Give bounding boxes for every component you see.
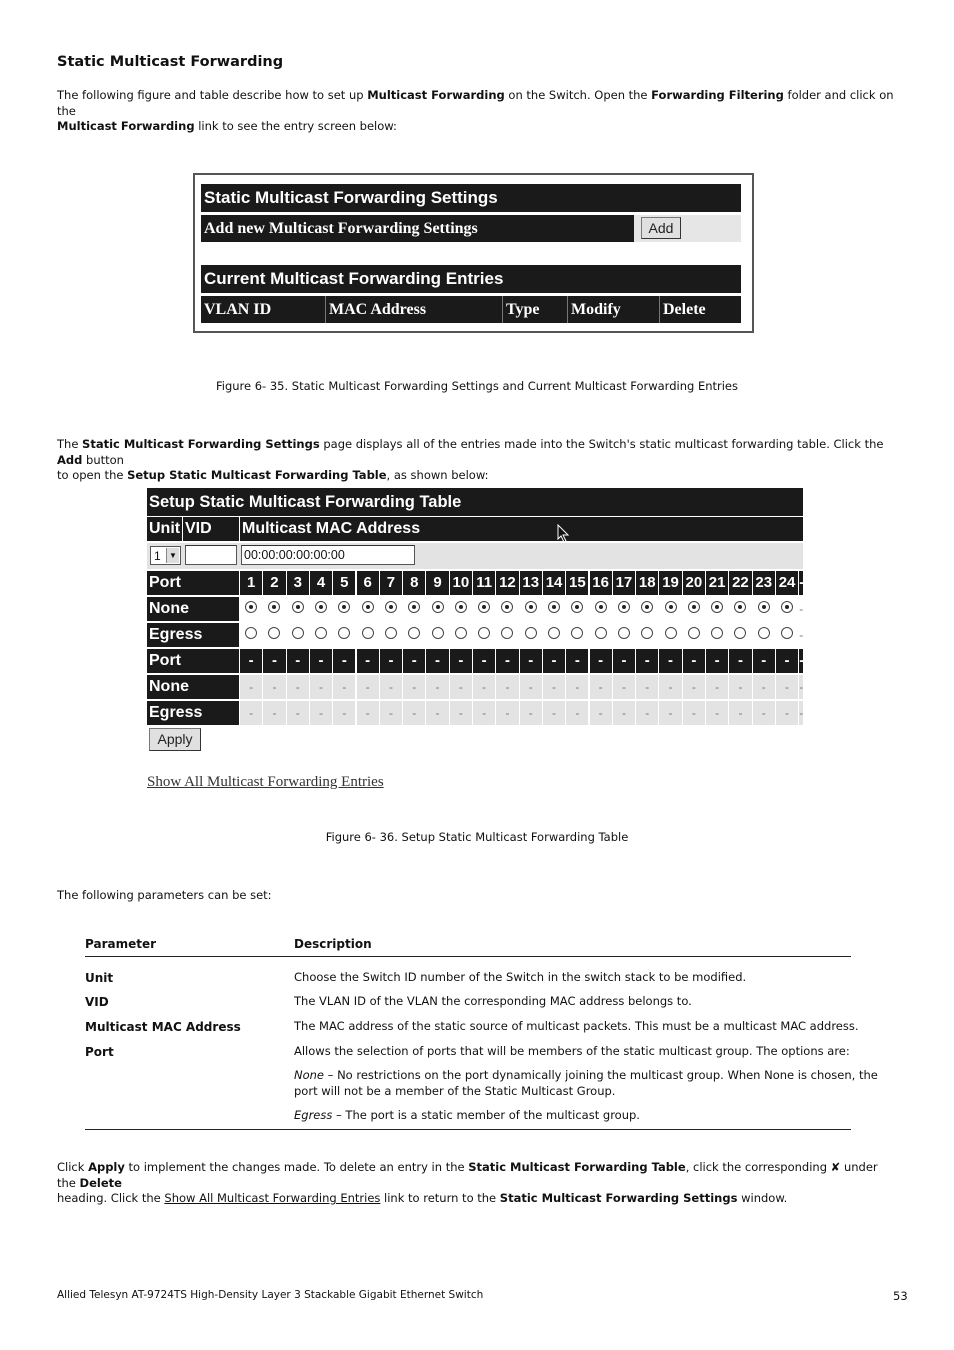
port-cell: -	[659, 675, 681, 699]
none-radio[interactable]	[315, 601, 327, 613]
param-desc: The VLAN ID of the VLAN the corresponding MAC address belongs to.	[294, 994, 692, 1008]
port-header: 11	[473, 571, 495, 595]
port-header: 6	[357, 571, 379, 595]
vid-input[interactable]	[185, 545, 237, 565]
section-heading: Static Multicast Forwarding	[57, 54, 284, 70]
none-radio[interactable]	[268, 601, 280, 613]
params-intro: The following parameters can be set:	[57, 888, 272, 902]
closing-text: to implement the changes made. To delete an entry in the	[124, 1160, 469, 1174]
egress-radio[interactable]	[665, 627, 677, 639]
port-cell: -	[590, 675, 612, 699]
closing-paragraph	[57, 1160, 897, 1207]
port-header: 5	[333, 571, 355, 595]
mouse-cursor-icon	[557, 524, 571, 544]
port-cell: -	[263, 701, 285, 725]
row-label: None	[147, 597, 239, 621]
egress-radio[interactable]	[595, 627, 607, 639]
port-header: -	[520, 649, 542, 673]
port-header: -	[473, 649, 495, 673]
port-cell: -	[380, 675, 402, 699]
port-header: -	[776, 649, 798, 673]
radio-cell	[636, 597, 658, 621]
radio-cell	[590, 623, 612, 647]
port-cell: -	[426, 675, 448, 699]
port-header: -	[333, 649, 355, 673]
radio-cell	[543, 623, 565, 647]
col-delete: Delete	[659, 296, 741, 323]
radio-cell	[683, 597, 705, 621]
radio-cell	[590, 597, 612, 621]
port-header: -	[426, 649, 448, 673]
add-button[interactable]: Add	[641, 217, 681, 239]
radio-cell	[473, 597, 495, 621]
port-header: -	[380, 649, 402, 673]
radio-cell	[566, 623, 588, 647]
col-multicast-mac: Multicast MAC Address	[240, 517, 803, 541]
radio-cell	[496, 623, 518, 647]
table-rule-bottom	[85, 1129, 851, 1130]
port-cell: -	[240, 675, 262, 699]
closing-bold: Delete	[79, 1175, 122, 1190]
radio-cell	[543, 597, 565, 621]
radio-cell	[753, 597, 775, 621]
egress-radio[interactable]	[432, 627, 444, 639]
port-cell: -	[566, 701, 588, 725]
port-cell: -	[590, 701, 612, 725]
port-header: 21	[706, 571, 728, 595]
port-header: -	[310, 649, 332, 673]
egress-radio[interactable]	[501, 627, 513, 639]
radio-cell: -	[799, 602, 804, 616]
radio-cell	[426, 623, 448, 647]
radio-cell	[357, 623, 379, 647]
port-header: -	[403, 649, 425, 673]
col-modify: Modify	[567, 296, 659, 323]
none-radio[interactable]	[338, 601, 350, 613]
para-bold: Setup Static Multicast Forwarding Table	[127, 468, 387, 482]
egress-radio[interactable]	[571, 627, 583, 639]
port-header: 22	[729, 571, 751, 595]
port-cell: -	[706, 701, 728, 725]
figure2-caption: Figure 6- 36. Setup Static Multicast Forwarding Table	[325, 830, 629, 844]
radio-cell	[636, 623, 658, 647]
egress-radio[interactable]	[362, 627, 374, 639]
none-radio[interactable]	[548, 601, 560, 613]
para-text: , as shown below:	[386, 468, 489, 482]
none-radio[interactable]	[478, 601, 490, 613]
closing-bold: Static Multicast Forwarding Settings	[499, 1191, 738, 1205]
radio-cell	[729, 623, 751, 647]
row-label: Port	[147, 571, 239, 595]
none-radio[interactable]	[618, 601, 630, 613]
add-row	[201, 215, 741, 242]
option-term: None	[294, 1068, 325, 1082]
para-text: The	[57, 437, 83, 451]
port-header: -	[543, 649, 565, 673]
port-header: -	[706, 649, 728, 673]
settings-title: Static Multicast Forwarding Settings	[201, 184, 741, 212]
egress-radio[interactable]	[385, 627, 397, 639]
radio-cell	[776, 597, 798, 621]
radio-cell	[310, 597, 332, 621]
egress-radio[interactable]	[688, 627, 700, 639]
radio-cell	[566, 597, 588, 621]
figure-setup-table	[147, 488, 805, 798]
port-header: 2	[263, 571, 285, 595]
port-cell: -	[683, 675, 705, 699]
port-header: -	[659, 649, 681, 673]
port-header: 20	[683, 571, 705, 595]
port-header: -	[799, 571, 803, 595]
port-header: -	[496, 649, 518, 673]
port-cell: -	[310, 675, 332, 699]
param-header: Parameter	[85, 937, 157, 951]
port-header: 3	[287, 571, 309, 595]
egress-radio[interactable]	[734, 627, 746, 639]
port-cell: -	[520, 675, 542, 699]
intro-text: The following figure and table describe how to set up	[57, 88, 368, 102]
col-vid: VID	[183, 517, 239, 541]
delete-x-icon: ✘	[830, 1160, 841, 1174]
port-cell: -	[729, 701, 751, 725]
closing-text: Click	[57, 1160, 89, 1174]
radio-cell	[776, 623, 798, 647]
radio-cell	[496, 597, 518, 621]
port-cell: -	[403, 701, 425, 725]
radio-cell	[613, 597, 635, 621]
none-radio[interactable]	[292, 601, 304, 613]
port-cell: -	[496, 675, 518, 699]
option-desc: – No restrictions on the port dynamically joining the multicast group. When None is chosen, the port will not be a member of the Static Multicast Group.	[294, 1068, 878, 1098]
radio-cell	[240, 597, 262, 621]
port-cell: -	[357, 675, 379, 699]
radio-cell	[403, 623, 425, 647]
port-cell: -	[636, 701, 658, 725]
row-label: Egress	[147, 623, 239, 647]
col-mac-address: MAC Address	[325, 296, 502, 323]
intro-text: on the Switch. Open the	[504, 88, 652, 102]
none-radio[interactable]	[711, 601, 723, 613]
footer-product: Allied Telesyn AT-9724TS High-Density Layer 3 Stackable Gigabit Ethernet Switch	[57, 1289, 484, 1301]
port-header: -	[683, 649, 705, 673]
egress-radio[interactable]	[641, 627, 653, 639]
port-header: -	[450, 649, 472, 673]
radio-cell	[287, 597, 309, 621]
port-cell: -	[380, 701, 402, 725]
port-cell: -	[776, 675, 798, 699]
none-radio[interactable]	[408, 601, 420, 613]
none-radio[interactable]	[781, 601, 793, 613]
port-cell: -	[496, 701, 518, 725]
none-radio[interactable]	[385, 601, 397, 613]
option-desc: – The port is a static member of the multicast group.	[332, 1108, 640, 1122]
port-header: 16	[590, 571, 612, 595]
port-header: 4	[310, 571, 332, 595]
port-header: 10	[450, 571, 472, 595]
mac-address-input[interactable]: 00:00:00:00:00:00	[241, 545, 415, 565]
port-cell: -	[520, 701, 542, 725]
port-cell: -	[566, 675, 588, 699]
param-name: Port	[85, 1045, 114, 1059]
port-header: 7	[380, 571, 402, 595]
radio-cell	[659, 623, 681, 647]
intro-bold: Forwarding Filtering	[651, 88, 784, 102]
none-radio[interactable]	[734, 601, 746, 613]
para-bold: Add	[57, 452, 83, 467]
closing-text: window.	[737, 1191, 788, 1205]
port-cell: -	[753, 675, 775, 699]
egress-radio[interactable]	[315, 627, 327, 639]
col-type: Type	[502, 296, 567, 323]
closing-text: heading. Click the	[57, 1191, 165, 1205]
none-radio[interactable]	[245, 601, 257, 613]
para-text: button	[82, 452, 124, 467]
egress-radio[interactable]	[618, 627, 630, 639]
port-cell: -	[333, 701, 355, 725]
param-desc: Allows the selection of ports that will be members of the static multicast group. The options are:	[294, 1044, 850, 1058]
radio-cell	[380, 623, 402, 647]
apply-button[interactable]: Apply	[149, 728, 201, 751]
show-all-link-text: Show All Multicast Forwarding Entries	[164, 1191, 381, 1205]
radio-cell	[263, 623, 285, 647]
entries-header-row	[201, 296, 741, 323]
port-cell: -	[613, 675, 635, 699]
col-vlan-id: VLAN ID	[204, 301, 272, 318]
figure1-caption: Figure 6- 35. Static Multicast Forwarding Settings and Current Multicast Forwarding Entries	[215, 379, 739, 393]
radio-cell	[380, 597, 402, 621]
port-cell: -	[543, 701, 565, 725]
show-all-entries-link[interactable]: Show All Multicast Forwarding Entries	[147, 774, 384, 790]
radio-cell	[520, 623, 542, 647]
radio-cell	[450, 597, 472, 621]
port-header: 15	[566, 571, 588, 595]
port-header: -	[729, 649, 751, 673]
option-egress	[294, 1108, 884, 1124]
figure-static-multicast-settings	[193, 173, 754, 333]
port-cell: -	[426, 701, 448, 725]
closing-bold: Static Multicast Forwarding Table	[468, 1160, 686, 1174]
port-header: -	[613, 649, 635, 673]
intro-bold: Multicast Forwarding	[57, 119, 195, 133]
radio-cell	[426, 597, 448, 621]
port-header: -	[636, 649, 658, 673]
none-radio[interactable]	[758, 601, 770, 613]
radio-cell	[613, 623, 635, 647]
port-header: 14	[543, 571, 565, 595]
radio-cell	[706, 597, 728, 621]
radio-cell	[310, 623, 332, 647]
radio-cell	[729, 597, 751, 621]
param-name: Unit	[85, 971, 114, 985]
row-label: Port	[147, 649, 239, 673]
port-header: 9	[426, 571, 448, 595]
none-radio[interactable]	[525, 601, 537, 613]
port-cell: -	[799, 675, 803, 699]
port-cell: -	[776, 701, 798, 725]
port-header: 24	[776, 571, 798, 595]
port-header: 12	[496, 571, 518, 595]
intro-bold: Multicast Forwarding	[367, 88, 505, 102]
closing-bold: Apply	[88, 1160, 125, 1174]
egress-radio[interactable]	[292, 627, 304, 639]
port-cell: -	[287, 701, 309, 725]
closing-text: , click the corresponding	[685, 1160, 831, 1174]
port-header: -	[357, 649, 379, 673]
param-desc: The MAC address of the static source of multicast packets. This must be a multicast MAC address.	[294, 1019, 859, 1033]
setup-title: Setup Static Multicast Forwarding Table	[147, 488, 803, 516]
radio-cell	[753, 623, 775, 647]
port-header: 1	[240, 571, 262, 595]
para-text: to open the	[57, 468, 128, 482]
radio-cell	[357, 597, 379, 621]
port-cell: -	[543, 675, 565, 699]
port-cell: -	[473, 701, 495, 725]
row-label: Egress	[147, 701, 239, 725]
port-header: -	[240, 649, 262, 673]
param-desc: Choose the Switch ID number of the Switch in the switch stack to be modified.	[294, 970, 747, 984]
closing-text: link to return to the	[380, 1191, 500, 1205]
none-radio[interactable]	[595, 601, 607, 613]
none-radio[interactable]	[641, 601, 653, 613]
none-radio[interactable]	[432, 601, 444, 613]
port-cell: -	[659, 701, 681, 725]
port-header: 18	[636, 571, 658, 595]
col-unit: Unit	[147, 517, 182, 541]
egress-radio[interactable]	[478, 627, 490, 639]
intro-text: link to see the entry screen below:	[194, 119, 397, 133]
radio-cell	[333, 597, 355, 621]
port-header: -	[799, 649, 803, 673]
port-cell: -	[240, 701, 262, 725]
egress-radio[interactable]	[548, 627, 560, 639]
page-number: 53	[893, 1289, 908, 1303]
port-cell: -	[799, 701, 803, 725]
para-text: page displays all of the entries made into the Switch's static multicast forwarding table. Click the	[319, 437, 884, 451]
egress-radio[interactable]	[455, 627, 467, 639]
option-none	[294, 1068, 884, 1099]
egress-radio[interactable]	[525, 627, 537, 639]
none-radio[interactable]	[362, 601, 374, 613]
egress-radio[interactable]	[268, 627, 280, 639]
port-header: -	[753, 649, 775, 673]
desc-header: Description	[294, 937, 372, 951]
param-name: Multicast MAC Address	[85, 1020, 241, 1034]
para-bold: Static Multicast Forwarding Settings	[82, 437, 320, 451]
egress-radio[interactable]	[711, 627, 723, 639]
port-cell: -	[450, 675, 472, 699]
egress-radio[interactable]	[781, 627, 793, 639]
port-cell: -	[706, 675, 728, 699]
none-radio[interactable]	[688, 601, 700, 613]
radio-cell	[333, 623, 355, 647]
radio-cell	[403, 597, 425, 621]
radio-cell	[520, 597, 542, 621]
port-cell: -	[613, 701, 635, 725]
port-cell: -	[357, 701, 379, 725]
unit-select[interactable]	[150, 546, 181, 565]
radio-cell: -	[799, 628, 804, 642]
none-radio[interactable]	[571, 601, 583, 613]
port-header: 23	[753, 571, 775, 595]
port-header: 13	[520, 571, 542, 595]
intro-paragraph	[57, 88, 897, 135]
description-paragraph	[57, 437, 897, 484]
port-header: 19	[659, 571, 681, 595]
egress-radio[interactable]	[408, 627, 420, 639]
radio-cell	[659, 597, 681, 621]
radio-cell	[240, 623, 262, 647]
egress-radio[interactable]	[758, 627, 770, 639]
option-term: Egress	[294, 1108, 333, 1122]
intro-text: folder and click on the	[57, 88, 894, 118]
port-cell: -	[310, 701, 332, 725]
port-header: -	[287, 649, 309, 673]
none-radio[interactable]	[501, 601, 513, 613]
port-cell: -	[450, 701, 472, 725]
port-header: -	[263, 649, 285, 673]
egress-radio[interactable]	[338, 627, 350, 639]
radio-cell	[706, 623, 728, 647]
port-cell: -	[636, 675, 658, 699]
radio-cell	[683, 623, 705, 647]
port-header: -	[566, 649, 588, 673]
port-header: 8	[403, 571, 425, 595]
radio-cell	[287, 623, 309, 647]
entries-title: Current Multicast Forwarding Entries	[201, 265, 741, 293]
port-cell: -	[683, 701, 705, 725]
port-cell: -	[473, 675, 495, 699]
radio-cell	[473, 623, 495, 647]
param-name: VID	[85, 995, 109, 1009]
port-cell: -	[333, 675, 355, 699]
radio-cell	[263, 597, 285, 621]
none-radio[interactable]	[455, 601, 467, 613]
port-cell: -	[403, 675, 425, 699]
table-rule-top	[85, 956, 851, 957]
egress-radio[interactable]	[245, 627, 257, 639]
port-cell: -	[753, 701, 775, 725]
port-cell: -	[287, 675, 309, 699]
port-cell: -	[729, 675, 751, 699]
row-label: None	[147, 675, 239, 699]
port-cell: -	[263, 675, 285, 699]
radio-cell	[450, 623, 472, 647]
none-radio[interactable]	[665, 601, 677, 613]
chevron-down-icon[interactable]: ▼	[166, 548, 179, 563]
add-label: Add new Multicast Forwarding Settings	[201, 215, 634, 242]
port-header: -	[590, 649, 612, 673]
unit-select-value: 1	[154, 549, 161, 563]
closing-text: under the	[57, 1160, 878, 1190]
port-header: 17	[613, 571, 635, 595]
